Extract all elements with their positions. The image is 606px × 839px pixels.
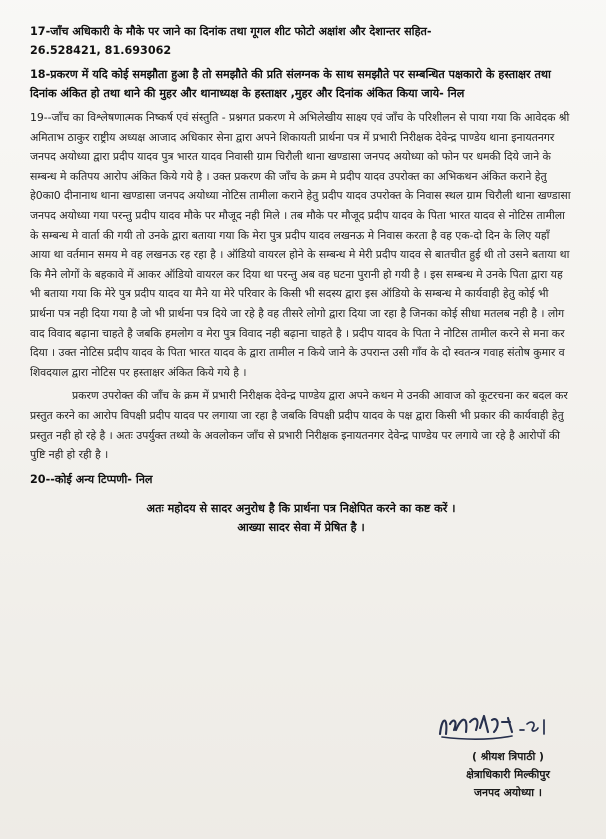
request-block — [30, 499, 572, 537]
point-17-text: 17-जाँच अधिकारी के मौके पर जाने का दिनांक तथा गूगल शीट फोटो अक्षांश और देशान्तर सहित- — [30, 25, 432, 38]
signature-block — [438, 706, 578, 802]
point-18 — [30, 65, 572, 103]
signature-district: जनपद अयोध्या । — [474, 786, 542, 799]
point-17-heading — [30, 22, 572, 60]
point-19-text: 19--जाँच का विश्लेषणात्मक निष्कर्ष एवं संस्तुति - प्रश्नगत प्रकरण मे अभिलेखीय साक्ष्य एवं जाँच के परिशीलन से पाया गया कि आवेदक श्री अमिताभ ठाकुर राष्ट्रीय अध्यक्ष आजाद अधिकार सेना द्वारा अपने शिकायती प्रार्थना पत्र में प्रभारी निरीक्षक देवेन्द्र पाण्डेय थाना इनायतनगर जनपद अयोध्या द्वारा प्रदीप यादव पुत्र भारत यादव निवासी ग्राम चिरौली थाना खण्डासा जनपद अयोध्या को फोन पर धमकी दिये जाने के सम्बन्ध मे कतिपय आरोप अंकित किये गये है । उक्त प्रकरण की जाँच के क्रम मे प्रदीप यादव उपरोक्त का अभिकथन अंकित कराने हेतु हे0का0 दीनानाथ थाना खण्डासा जनपद अयोध्या नोटिस तामीला कराने हेतु प्रदीप यादव उपरोक्त के निवास स्थल ग्राम चिरौली थाना खण्डासा जनपद अयोध्या गया परन्तु प्रदीप यादव मौके पर मौजूद नही मिले । तब मौके पर मौजूद प्रदीप यादव के पिता भारत यादव से नोटिस तामीला के सम्बन्ध मे वार्ता की गयी तो उनके द्वारा बताया गया कि मेरा पुत्र प्रदीप यादव लखनऊ मे निवास करता है वह एक-दो दिन के लिए यहाँ आया था वर्तमान समय मे वह लखनऊ रह रहा है । ऑडियो वायरल होने के सम्बन्ध मे मेरी प्रदीप यादव से बातचीत हुई थी तो उसने बताया था कि मैने लोगों के बहकावे में आकर ऑडियो वायरल कर दिया था परन्तु अब वह घटना पुरानी हो गयी है । इस सम्बन्ध मे उनके पिता द्वारा यह भी बताया गया कि मेरे पुत्र प्रदीप यादव या मैने या मेरे परिवार के किसी भी सदस्य द्वारा इस ऑडियो के सम्बन्ध मे कार्यवाही हेतु कोई भी प्रार्थना पत्र नही दिया गया है जो भी प्रार्थना पत्र दिये जा रहे है वह तीसरे लोगो द्वारा दिया जा रहा है जिनका कोई सीधा मतलब नही है । लोग वाद विवाद बढ़ाना चाहते है जबकि हमलोग व मेरा पुत्र विवाद नही बढ़ाना चाहते है । प्रदीप यादव के पिता ने नोटिस तामील करने से मना कर दिया । उक्त नोटिस प्रदीप यादव के पिता भारत यादव के द्वारा तामील न किये जाने के उपरान्त उसी गाँव के दो स्वतन्त्र गवाह संतोष कुमार व शिवदयाल द्वारा नोटिस पर हस्ताक्षर अंकित किये गये है । — [30, 111, 571, 379]
point-20 — [30, 470, 572, 489]
point-20-text: 20--कोई अन्य टिप्पणी- निल — [30, 472, 153, 486]
request-line-1: अतः महोदय से सादर अनुरोध है कि प्रार्थना पत्र निक्षेपित करने का कष्ट करें । — [146, 501, 456, 515]
point-19-paragraph-2: प्रकरण उपरोक्त की जाँच के क्रम में प्रभारी निरीक्षक देवेन्द्र पाण्डेय द्वारा अपने कथन मे उनकी आवाज को कूटरचना कर बदल कर प्रस्तुत करने का आरोप विपक्षी प्रदीप यादव पर लगाया जा रहा है जबकि विपक्षी प्रदीप यादव के पक्ष द्वारा किसी भी प्रकार की कार्यवाही हेतु प्रस्तुत नही हो रहे है । अतः उपर्युक्त तथ्यो के अवलोकन जाँच से प्रभारी निरीक्षक इनायतनगर देवेन्द्र पाण्डेय पर लगाये जा रहे है आरोपों की पुष्टि नही हो रही है । — [30, 389, 568, 462]
point-17 — [30, 22, 572, 60]
signature-name: ( श्रीयश त्रिपाठी ) — [472, 750, 544, 763]
coordinates: 26.528421, 81.693062 — [30, 44, 172, 57]
signature-art — [438, 706, 578, 748]
point-19 — [30, 108, 572, 465]
point-18-text: 18-प्रकरण में यदि कोई समझौता हुआ है तो समझौते की प्रति संलग्नक के साथ समझौते पर सम्बन्धित पक्षकारो के हस्ताक्षर तथा दिनांक अंकित हो तथा थाने की मुहर और थानाध्यक्ष के हस्ताक्षर ,मुहर और दिनांक अंकित किया जाये- निल — [30, 68, 551, 100]
request-line-2: आख्या सादर सेवा में प्रेषित है । — [237, 520, 365, 534]
handwritten-signature-icon — [432, 706, 592, 748]
signature-designation: क्षेत्राधिकारी मिल्कीपुर — [466, 768, 550, 781]
